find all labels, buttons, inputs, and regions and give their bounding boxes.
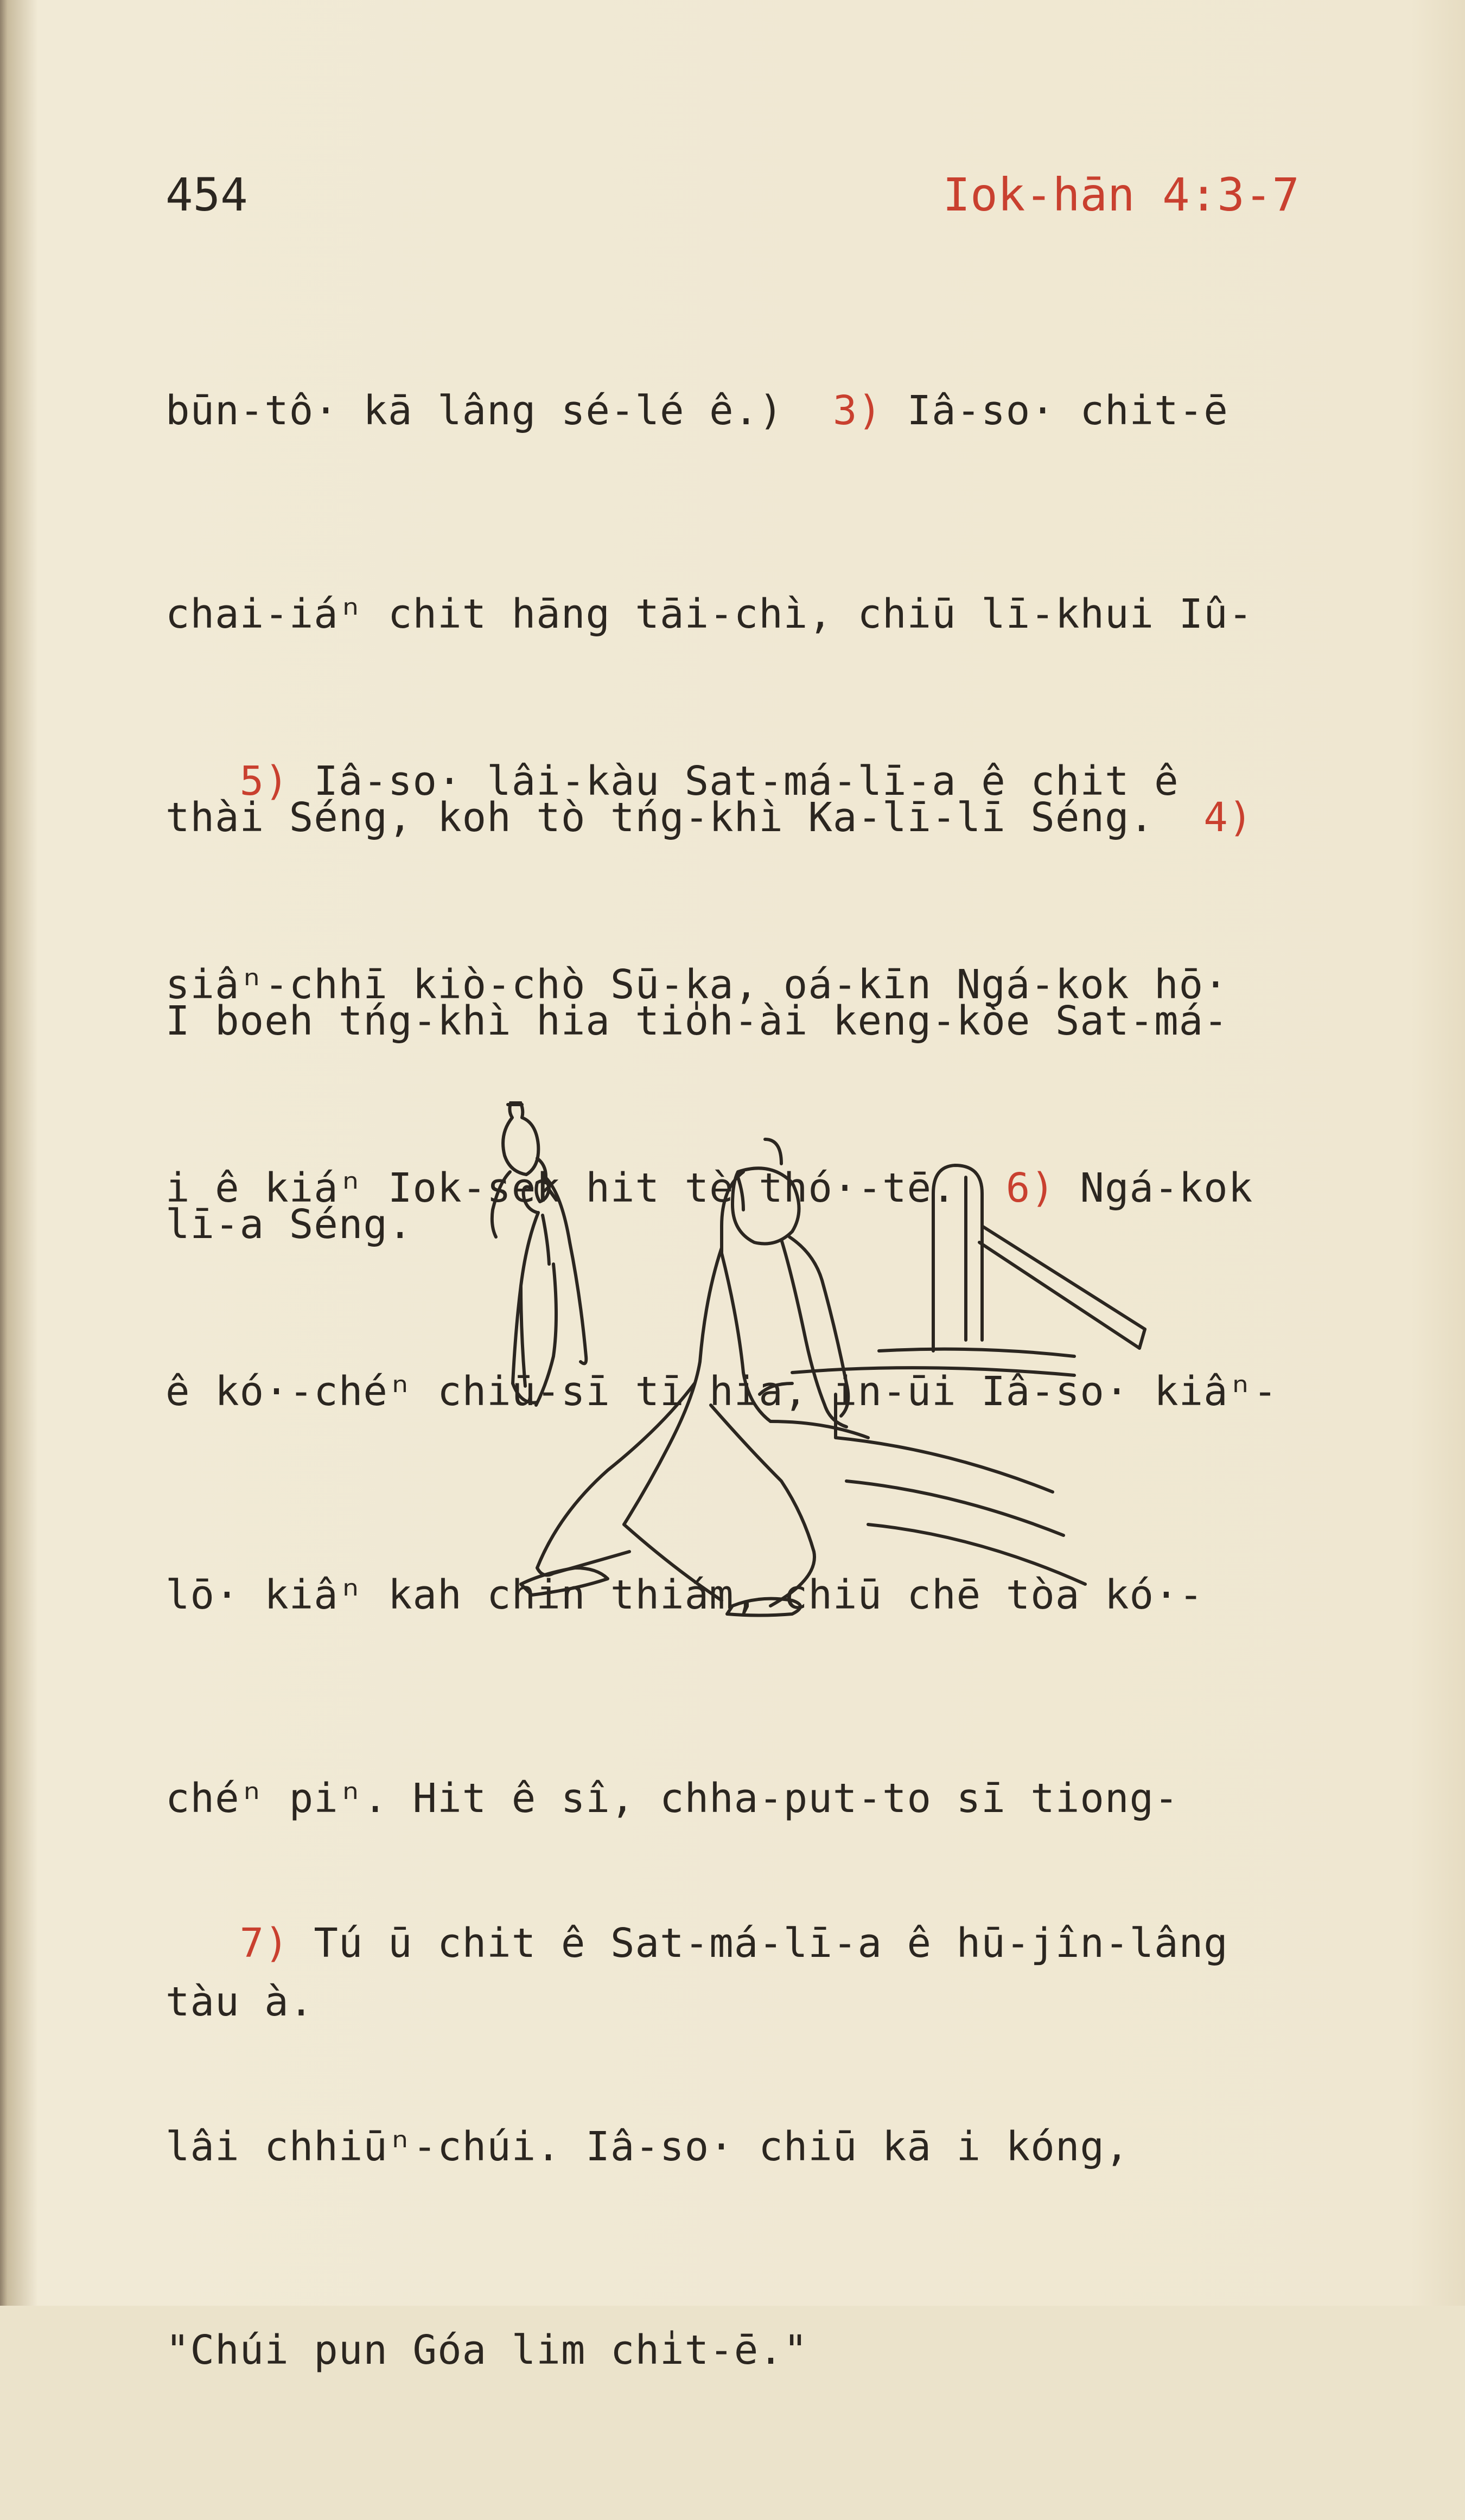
text-span: būn-tô· kā lâng sé-lé ê.) [165,387,833,434]
text-span: i ê kiáⁿ Iok-sek hit tè thó·-tē. [165,1165,1006,1211]
text-line: chai-iáⁿ chit hāng tāi-chì, chiū lī-khui Iû- [165,591,1253,637]
text-line [165,748,1375,815]
text-span: Iâ-so· lâi-kàu Sat-má-lī-a ê chit ê [289,758,1179,805]
text-line: lī-a Séng. [165,1201,413,1248]
text-line: chéⁿ piⁿ. Hit ê sî, chha-put-to sī tiong- [165,1775,1179,1822]
text-line: I boeh tńg-khì hia tio̍h-ài keng-kòe Sat-má- [165,998,1228,1044]
text-line: lō· kiâⁿ kah chin thiám, chiū chē tòa kó·- [165,1572,1204,1618]
verse-number: 3) [832,387,883,434]
paragraph-3 [165,1774,1375,2520]
well-pump [792,1165,1145,1375]
text-line [165,1910,1375,1977]
page-number: 454 [165,168,248,221]
text-line: "Chúi pun Góa lim chi̍t-ē." [165,2327,808,2374]
verse-number: 7) [239,1920,289,1967]
text-line [165,377,1375,445]
text-line: siâⁿ-chhī kiò-chò Sū-ka, oá-kīn Ngá-kok hō· [165,961,1228,1008]
text-span: Ngá-kok [1055,1165,1253,1211]
verse-number: 4) [1203,794,1253,841]
text-span: Iâ-so· chit-ē [882,387,1228,434]
text-line: lâi chhiūⁿ-chúi. Iâ-so· chiū kā i kóng, [165,2123,1130,2170]
page-header [165,163,1300,233]
text-span: Tú ū chit ê Sat-má-lī-a ê hū-jîn-lâng [289,1920,1228,1967]
illustration-woman-at-well [488,1101,1172,1676]
well-steps [836,1394,1085,1584]
text-span: thài Séng, koh tò tńg-khì Ka-lī-lī Séng. [165,794,1204,841]
verse-number: 5) [239,758,289,805]
indent [165,758,240,805]
seated-figure [521,1139,868,1616]
text-line: tàu à. [165,1979,314,2025]
verse-number: 6) [1005,1165,1055,1211]
indent [165,1920,240,1967]
text-line: ê kó·-chéⁿ chiū-sī tī hia, in-ūi Iâ-so· kiâⁿ- [165,1368,1278,1415]
running-head: Iok-hān 4:3-7 [942,168,1300,221]
woman-with-jar-figure [492,1101,586,1405]
